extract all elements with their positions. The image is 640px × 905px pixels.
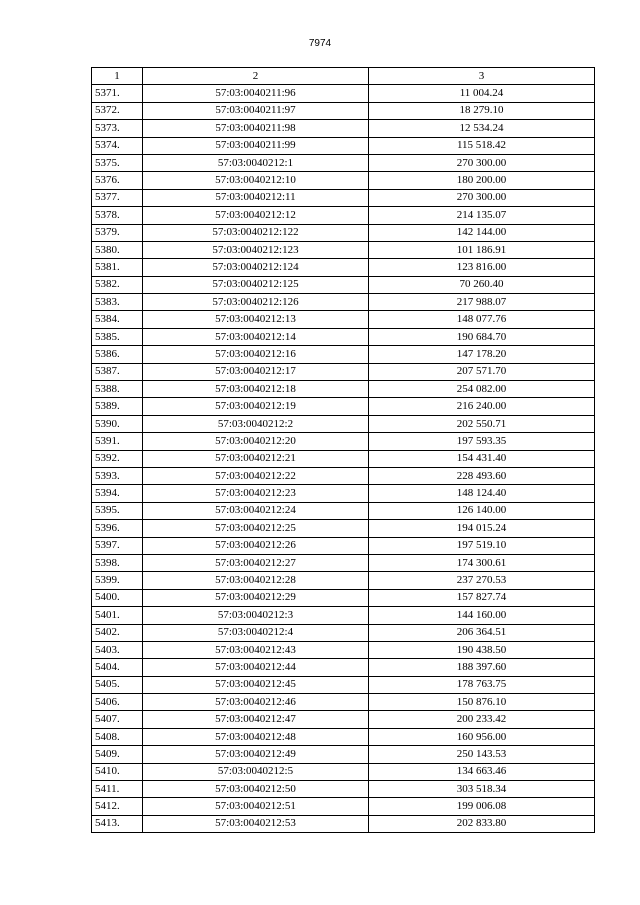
cadastral-number-cell: 57:03:0040212:22 <box>143 467 369 484</box>
cadastral-value-cell: 202 833.80 <box>369 815 595 832</box>
table-row <box>92 798 595 815</box>
cadastral-value-cell: 178 763.75 <box>369 676 595 693</box>
table-row <box>92 85 595 102</box>
cadastral-value-cell: 237 270.53 <box>369 572 595 589</box>
table-row <box>92 363 595 380</box>
cadastral-number-cell: 57:03:0040212:1 <box>143 154 369 171</box>
row-number-cell: 5406. <box>92 694 143 711</box>
table-row <box>92 607 595 624</box>
row-number-cell: 5412. <box>92 798 143 815</box>
cadastral-value-cell: 144 160.00 <box>369 607 595 624</box>
row-number-cell: 5394. <box>92 485 143 502</box>
row-number-cell: 5397. <box>92 537 143 554</box>
row-number-cell: 5395. <box>92 502 143 519</box>
cadastral-value-cell: 126 140.00 <box>369 502 595 519</box>
table-row <box>92 294 595 311</box>
cadastral-number-cell: 57:03:0040211:97 <box>143 102 369 119</box>
cadastral-value-cell: 214 135.07 <box>369 207 595 224</box>
row-number-cell: 5411. <box>92 781 143 798</box>
row-number-cell: 5379. <box>92 224 143 241</box>
cadastral-number-cell: 57:03:0040212:44 <box>143 659 369 676</box>
table-row <box>92 746 595 763</box>
cadastral-number-cell: 57:03:0040212:19 <box>143 398 369 415</box>
cadastral-number-cell: 57:03:0040212:46 <box>143 694 369 711</box>
cadastral-number-cell: 57:03:0040212:53 <box>143 815 369 832</box>
cadastral-value-cell: 70 260.40 <box>369 276 595 293</box>
cadastral-value-cell: 202 550.71 <box>369 415 595 432</box>
row-number-cell: 5376. <box>92 172 143 189</box>
table-row <box>92 641 595 658</box>
table-row <box>92 467 595 484</box>
row-number-cell: 5407. <box>92 711 143 728</box>
row-number-cell: 5413. <box>92 815 143 832</box>
cadastral-value-cell: 174 300.61 <box>369 554 595 571</box>
cadastral-number-cell: 57:03:0040212:21 <box>143 450 369 467</box>
row-number-cell: 5399. <box>92 572 143 589</box>
cadastral-value-cell: 18 279.10 <box>369 102 595 119</box>
row-number-cell: 5387. <box>92 363 143 380</box>
cadastral-value-cell: 147 178.20 <box>369 346 595 363</box>
cadastral-number-cell: 57:03:0040212:43 <box>143 641 369 658</box>
cadastral-number-cell: 57:03:0040212:13 <box>143 311 369 328</box>
table-row <box>92 241 595 258</box>
cadastral-value-cell: 180 200.00 <box>369 172 595 189</box>
row-number-cell: 5396. <box>92 520 143 537</box>
row-number-cell: 5402. <box>92 624 143 641</box>
cadastral-value-cell: 188 397.60 <box>369 659 595 676</box>
cadastral-number-cell: 57:03:0040212:48 <box>143 728 369 745</box>
table-row <box>92 189 595 206</box>
cadastral-number-cell: 57:03:0040212:124 <box>143 259 369 276</box>
cadastral-number-cell: 57:03:0040212:3 <box>143 607 369 624</box>
table-row <box>92 485 595 502</box>
cadastral-number-cell: 57:03:0040212:25 <box>143 520 369 537</box>
table-row <box>92 659 595 676</box>
cadastral-value-cell: 206 364.51 <box>369 624 595 641</box>
cadastral-number-cell: 57:03:0040212:10 <box>143 172 369 189</box>
row-number-cell: 5386. <box>92 346 143 363</box>
cadastral-number-cell: 57:03:0040212:5 <box>143 763 369 780</box>
cadastral-value-cell: 200 233.42 <box>369 711 595 728</box>
cadastral-number-cell: 57:03:0040212:51 <box>143 798 369 815</box>
row-number-cell: 5375. <box>92 154 143 171</box>
row-number-cell: 5378. <box>92 207 143 224</box>
column-header-1: 1 <box>92 68 143 85</box>
cadastral-number-cell: 57:03:0040212:126 <box>143 294 369 311</box>
cadastral-value-cell: 228 493.60 <box>369 467 595 484</box>
cadastral-number-cell: 57:03:0040212:123 <box>143 241 369 258</box>
row-number-cell: 5409. <box>92 746 143 763</box>
cadastral-number-cell: 57:03:0040212:4 <box>143 624 369 641</box>
cadastral-number-cell: 57:03:0040212:24 <box>143 502 369 519</box>
table-row <box>92 589 595 606</box>
cadastral-value-cell: 134 663.46 <box>369 763 595 780</box>
table-row <box>92 450 595 467</box>
cadastral-number-cell: 57:03:0040212:122 <box>143 224 369 241</box>
cadastral-number-cell: 57:03:0040212:14 <box>143 328 369 345</box>
cadastral-number-cell: 57:03:0040212:28 <box>143 572 369 589</box>
table-row <box>92 537 595 554</box>
row-number-cell: 5372. <box>92 102 143 119</box>
column-header-3: 3 <box>369 68 595 85</box>
cadastral-value-cell: 150 876.10 <box>369 694 595 711</box>
cadastral-number-cell: 57:03:0040212:29 <box>143 589 369 606</box>
cadastral-number-cell: 57:03:0040212:47 <box>143 711 369 728</box>
cadastral-value-cell: 190 438.50 <box>369 641 595 658</box>
table-row <box>92 815 595 832</box>
cadastral-value-cell: 199 006.08 <box>369 798 595 815</box>
row-number-cell: 5373. <box>92 120 143 137</box>
cadastral-number-cell: 57:03:0040212:17 <box>143 363 369 380</box>
cadastral-number-cell: 57:03:0040212:50 <box>143 781 369 798</box>
cadastral-value-cell: 148 077.76 <box>369 311 595 328</box>
cadastral-value-cell: 142 144.00 <box>369 224 595 241</box>
cadastral-value-table <box>91 67 595 833</box>
table-body <box>92 85 595 833</box>
cadastral-value-cell: 11 004.24 <box>369 85 595 102</box>
cadastral-number-cell: 57:03:0040212:26 <box>143 537 369 554</box>
row-number-cell: 5410. <box>92 763 143 780</box>
row-number-cell: 5382. <box>92 276 143 293</box>
column-header-2: 2 <box>143 68 369 85</box>
row-number-cell: 5385. <box>92 328 143 345</box>
cadastral-value-cell: 194 015.24 <box>369 520 595 537</box>
cadastral-value-cell: 101 186.91 <box>369 241 595 258</box>
row-number-cell: 5381. <box>92 259 143 276</box>
cadastral-number-cell: 57:03:0040212:2 <box>143 415 369 432</box>
table-row <box>92 172 595 189</box>
row-number-cell: 5405. <box>92 676 143 693</box>
table-row <box>92 520 595 537</box>
row-number-cell: 5408. <box>92 728 143 745</box>
cadastral-value-cell: 303 518.34 <box>369 781 595 798</box>
cadastral-number-cell: 57:03:0040212:20 <box>143 433 369 450</box>
cadastral-value-cell: 190 684.70 <box>369 328 595 345</box>
row-number-cell: 5388. <box>92 381 143 398</box>
row-number-cell: 5393. <box>92 467 143 484</box>
table-row <box>92 311 595 328</box>
cadastral-value-cell: 197 519.10 <box>369 537 595 554</box>
row-number-cell: 5384. <box>92 311 143 328</box>
row-number-cell: 5398. <box>92 554 143 571</box>
cadastral-value-cell: 217 988.07 <box>369 294 595 311</box>
cadastral-value-cell: 157 827.74 <box>369 589 595 606</box>
table-row <box>92 694 595 711</box>
cadastral-number-cell: 57:03:0040212:125 <box>143 276 369 293</box>
table-header <box>92 68 595 85</box>
cadastral-number-cell: 57:03:0040212:18 <box>143 381 369 398</box>
cadastral-number-cell: 57:03:0040212:11 <box>143 189 369 206</box>
table-row <box>92 728 595 745</box>
cadastral-number-cell: 57:03:0040211:96 <box>143 85 369 102</box>
table-row <box>92 259 595 276</box>
table-row <box>92 711 595 728</box>
cadastral-number-cell: 57:03:0040212:23 <box>143 485 369 502</box>
table-row <box>92 120 595 137</box>
row-number-cell: 5401. <box>92 607 143 624</box>
cadastral-value-cell: 197 593.35 <box>369 433 595 450</box>
cadastral-value-cell: 12 534.24 <box>369 120 595 137</box>
row-number-cell: 5403. <box>92 641 143 658</box>
cadastral-value-cell: 154 431.40 <box>369 450 595 467</box>
cadastral-number-cell: 57:03:0040211:98 <box>143 120 369 137</box>
cadastral-value-cell: 270 300.00 <box>369 154 595 171</box>
table-row <box>92 433 595 450</box>
row-number-cell: 5404. <box>92 659 143 676</box>
table-row <box>92 224 595 241</box>
table-row <box>92 137 595 154</box>
table-row <box>92 415 595 432</box>
cadastral-number-cell: 57:03:0040211:99 <box>143 137 369 154</box>
table-row <box>92 398 595 415</box>
table-row <box>92 781 595 798</box>
table-row <box>92 328 595 345</box>
header-row <box>92 68 595 85</box>
table-row <box>92 346 595 363</box>
row-number-cell: 5389. <box>92 398 143 415</box>
table-row <box>92 554 595 571</box>
table-row <box>92 763 595 780</box>
cadastral-value-cell: 270 300.00 <box>369 189 595 206</box>
page-number: 7974 <box>308 38 332 49</box>
row-number-cell: 5374. <box>92 137 143 154</box>
cadastral-number-cell: 57:03:0040212:16 <box>143 346 369 363</box>
table-row <box>92 676 595 693</box>
table-row <box>92 207 595 224</box>
row-number-cell: 5391. <box>92 433 143 450</box>
table-row <box>92 154 595 171</box>
cadastral-value-cell: 115 518.42 <box>369 137 595 154</box>
cadastral-number-cell: 57:03:0040212:49 <box>143 746 369 763</box>
row-number-cell: 5390. <box>92 415 143 432</box>
row-number-cell: 5392. <box>92 450 143 467</box>
cadastral-value-cell: 123 816.00 <box>369 259 595 276</box>
cadastral-value-cell: 216 240.00 <box>369 398 595 415</box>
row-number-cell: 5377. <box>92 189 143 206</box>
row-number-cell: 5383. <box>92 294 143 311</box>
table-row <box>92 572 595 589</box>
cadastral-value-cell: 160 956.00 <box>369 728 595 745</box>
cadastral-value-cell: 207 571.70 <box>369 363 595 380</box>
table-row <box>92 102 595 119</box>
table-row <box>92 276 595 293</box>
table-row <box>92 381 595 398</box>
cadastral-value-cell: 148 124.40 <box>369 485 595 502</box>
cadastral-number-cell: 57:03:0040212:45 <box>143 676 369 693</box>
cadastral-number-cell: 57:03:0040212:27 <box>143 554 369 571</box>
row-number-cell: 5371. <box>92 85 143 102</box>
table-row <box>92 502 595 519</box>
row-number-cell: 5400. <box>92 589 143 606</box>
cadastral-value-cell: 254 082.00 <box>369 381 595 398</box>
table-row <box>92 624 595 641</box>
row-number-cell: 5380. <box>92 241 143 258</box>
cadastral-value-cell: 250 143.53 <box>369 746 595 763</box>
cadastral-number-cell: 57:03:0040212:12 <box>143 207 369 224</box>
